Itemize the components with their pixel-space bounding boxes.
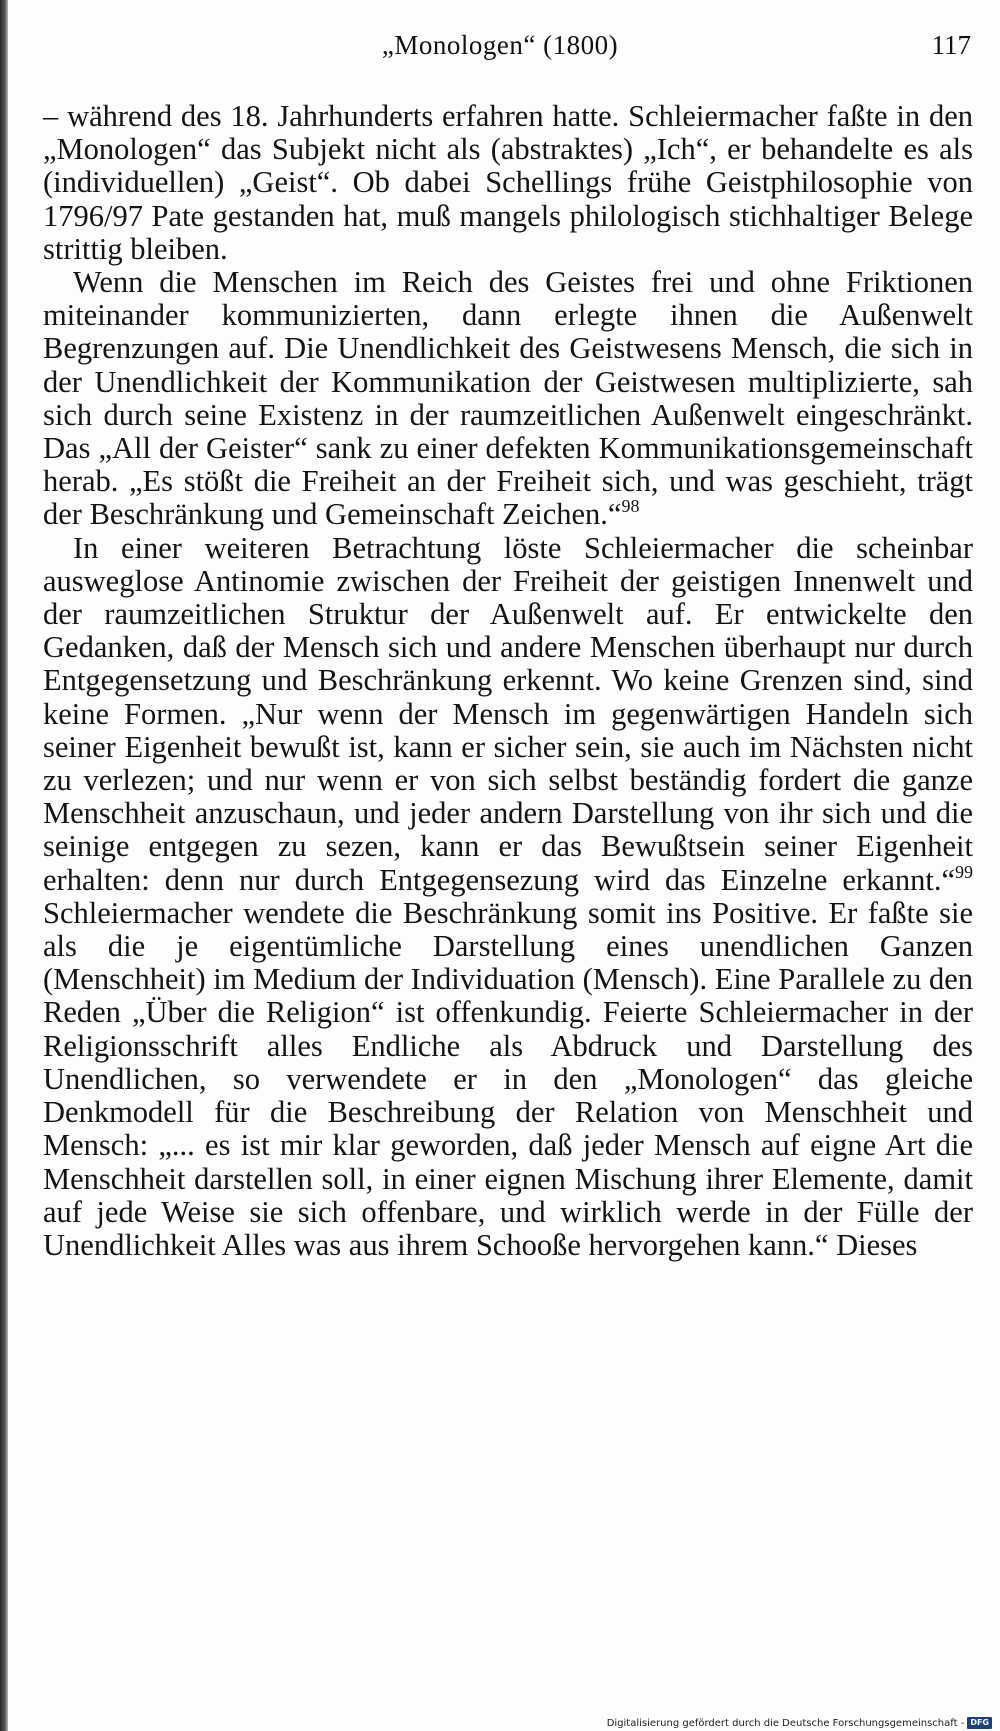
digitization-footer <box>607 1716 992 1730</box>
paragraph-3-text-a: In einer weiteren Betrachtung löste Schleiermacher die scheinbar ausweglose Antinomie zwischen der Freiheit der geistigen Innenwelt und der raumzeitlichen Struktur der Außenwelt auf. Er entwickelte den Gedanken, daß der Mensch sich und andere Menschen überhaupt nur durch Entgegensetzung und Beschränkung erkennt. Wo keine Grenzen sind, sind keine Formen. „Nur wenn der Mensch im gegenwärtigen Handeln sich seiner Eigenheit bewußt ist, kann er sicher sein, sie auch im Nächsten nicht zu verlezen; und nur wenn er von sich selbst beständig fordert die ganze Menschheit anzuschaun, und jeder andern Darstellung von ihr sich und die seinige entgegen zu sezen, kann er das Bewußtsein seiner Eigenheit erhalten: denn nur durch Entgegensezung wird das Einzelne erkannt.“ <box>43 530 973 897</box>
paragraph-1-text: – während des 18. Jahrhunderts erfahren hatte. Schleiermacher faßte in den „Monologen“ das Subjekt nicht als (abstraktes) „Ich“, er behandelte es als (individuellen) „Geist“. Ob dabei Schellings frühe Geistphilosophie von 1796/97 Pate gestanden hat, muß mangels philologisch stichhaltiger Belege strittig bleiben. <box>43 99 973 266</box>
paragraph-3-text-b: Schleiermacher wendete die Beschränkung somit ins Positive. Er faßte sie als die je eigentümliche Darstellung eines unendlichen Ganzen (Menschheit) im Medium der Individuation (Mensch). Eine Parallele zu den Reden „Über die Religion“ ist offenkundig. Feierte Schleiermacher in der Religionsschrift alles Endliche als Abdruck und Darstellung des Unendlichen, so verwendete er in den „Monologen“ das gleiche Denkmodell für die Beschreibung der Relation von Menschheit und Mensch: „... es ist mir klar geworden, daß jeder Mensch auf eigne Art die Menschheit darstellen soll, in einer eignen Mischung ihrer Elemente, damit auf jede Weise sie sich offenbare, und wirklich werde in der Fülle der Unendlichkeit Alles was aus ihrem Schooße hervorgehen kann.“ Dieses <box>43 895 973 1262</box>
body-text <box>43 100 973 1262</box>
paragraph-2 <box>43 266 973 532</box>
footer-text: Digitalisierung gefördert durch die Deutsche Forschungsgemeinschaft - <box>606 1717 965 1729</box>
page-number: 117 <box>931 30 971 60</box>
dfg-logo: DFG <box>967 1717 992 1729</box>
running-head <box>0 30 1000 70</box>
paragraph-2-text: Wenn die Menschen im Reich des Geistes frei und ohne Friktionen miteinander kommunizierten, dann erlegte ihnen die Außenwelt Begrenzungen auf. Die Unendlichkeit des Geistwesens Mensch, die sich in der Unendlichkeit der Kommunikation der Geistwesen multiplizierte, sah sich durch seine Existenz in der raumzeitlichen Außenwelt eingeschränkt. Das „All der Geister“ sank zu einer defekten Kommunikationsgemeinschaft herab. „Es stößt die Freiheit an der Freiheit sich, und was geschieht, trägt der Beschränkung und Gemeinschaft Zeichen.“ <box>43 265 973 532</box>
running-title: „Monologen“ (1800) <box>381 30 619 60</box>
footnote-ref-99: 99 <box>955 861 973 882</box>
paragraph-3 <box>43 532 973 1262</box>
page-binding-edge <box>0 0 8 1731</box>
paragraph-1 <box>43 100 973 266</box>
footnote-ref-98: 98 <box>621 496 640 517</box>
